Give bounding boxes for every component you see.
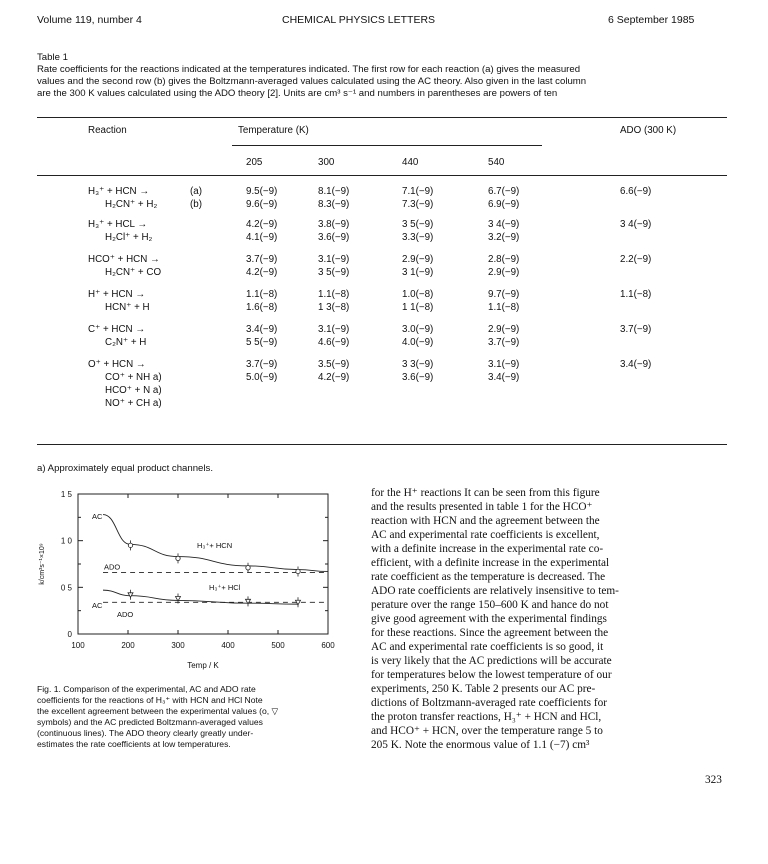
body-text-line: perature over the range 150–600 K and hance do not	[371, 599, 609, 611]
x-tick-label: 400	[221, 641, 235, 650]
ac-value: 1.6(−8)	[246, 302, 278, 313]
measured-value: 2.8(−9)	[488, 254, 520, 265]
body-text-line: with a definite increase in the experimental rate co-	[371, 543, 604, 555]
measured-value: 1.1(−8)	[246, 289, 278, 300]
ac-value: 3 1(−9)	[402, 267, 434, 278]
reaction-reactants: H⁺ + HCN →	[88, 289, 146, 300]
measured-value: 7.1(−9)	[402, 186, 434, 197]
ac-value: 3.6(−9)	[318, 232, 350, 243]
chart-annotation: AC	[92, 600, 103, 610]
chart-annotation: H₃⁺+ HCN	[197, 541, 233, 551]
header-ado: ADO (300 K)	[620, 125, 677, 136]
x-tick-label: 100	[71, 641, 85, 650]
body-text-column	[371, 486, 731, 752]
chart-annotation: ADO	[104, 562, 121, 572]
reaction-reactants: H₃⁺ + HCL →	[88, 219, 148, 230]
journal-name: CHEMICAL PHYSICS LETTERS	[282, 14, 436, 26]
ado-value: 2.2(−9)	[620, 254, 652, 265]
ac-value: 9.6(−9)	[246, 199, 278, 210]
ado-value: 3.4(−9)	[620, 359, 652, 370]
page-number: 323	[705, 774, 722, 786]
figure-caption-line: the excellent agreement between the experimental values (o, ▽	[37, 706, 279, 716]
body-text-line: for these reactions. Since the agreement between the	[371, 627, 609, 639]
figure-caption-line: symbols) and the AC predicted Boltzmann-averaged values	[37, 717, 263, 727]
figure-caption	[37, 684, 349, 750]
header-temp-440: 440	[402, 157, 419, 168]
measured-value: 3.1(−9)	[318, 254, 350, 265]
reaction-products: H₂Cl⁺ + H₂	[105, 232, 153, 243]
body-text-line: and HCO⁺ + HCN, over the temperature range 5 to	[371, 725, 603, 737]
measured-value: 3.0(−9)	[402, 324, 434, 335]
x-tick-label: 300	[171, 641, 185, 650]
reaction-products: CO⁺ + NH a)	[105, 372, 162, 383]
measured-value: 2.9(−9)	[402, 254, 434, 265]
figure-caption-line: (continuous lines). The ADO theory clearly greatly under-	[37, 728, 254, 738]
ac-value: 3 5(−9)	[318, 267, 350, 278]
temperature-subrule	[232, 145, 542, 146]
table-caption-line: values and the second row (b) gives the Boltzmann-averaged values calculated using the AC theory. Also given in the last column	[37, 76, 587, 87]
body-text-line: for temperatures below the lowest temperature of our	[371, 669, 612, 681]
ac-value: 2.9(−9)	[488, 267, 520, 278]
body-text-line: AC and experimental rate coefficients is excellent,	[371, 529, 600, 541]
ac-value: 4.2(−9)	[318, 372, 350, 383]
body-text-line: is very likely that the AC predictions will be accurate	[371, 655, 612, 667]
body-text-line: 205 K. Note the enormous value of 1.1 (−7) cm³	[371, 739, 590, 751]
measured-value: 3.8(−9)	[318, 219, 350, 230]
figure-caption-line: estimates the rate coefficients at low temperatures.	[37, 739, 231, 749]
body-text-line: for the H⁺ reactions It can be seen from this figure	[371, 487, 600, 499]
x-tick-label: 200	[121, 641, 135, 650]
ac-value: 3.4(−9)	[488, 372, 520, 383]
ac-value: 3.7(−9)	[488, 337, 520, 348]
ac-value: 7.3(−9)	[402, 199, 434, 210]
ac-value: 1 3(−8)	[318, 302, 350, 313]
body-text-line: reaction with HCN and the agreement between the	[371, 515, 600, 527]
ac-value: 4.1(−9)	[246, 232, 278, 243]
measured-value: 3.7(−9)	[246, 359, 278, 370]
reaction-reactants: O⁺ + HCN →	[88, 359, 146, 370]
data-point	[296, 569, 300, 573]
ac-value: 3.2(−9)	[488, 232, 520, 243]
ac-value: 4.0(−9)	[402, 337, 434, 348]
measured-value: 9.5(−9)	[246, 186, 278, 197]
measured-value: 3 4(−9)	[488, 219, 520, 230]
table-bottom-rule	[37, 444, 727, 445]
reaction-products: HCO⁺ + N a)	[105, 385, 162, 396]
body-text-line: AC and experimental rate coefficients is so good, it	[371, 641, 604, 653]
ado-value: 3.7(−9)	[620, 324, 652, 335]
table-caption-line: are the 300 K values calculated using the ADO theory [2]. Units are cm³ s⁻¹ and numbers in parentheses are powers of ten	[37, 88, 558, 99]
reaction-reactants: H₃⁺ + HCN →	[88, 186, 150, 197]
measured-value: 3.4(−9)	[246, 324, 278, 335]
ac-value: 1 1(−8)	[402, 302, 434, 313]
row-label-b: (b)	[190, 199, 202, 210]
reaction-products: HCN⁺ + H	[105, 302, 150, 313]
y-tick-label: 1 5	[60, 490, 72, 499]
body-text-line: the proton transfer reactions, H₃⁺ + HCN and HCl,	[371, 711, 602, 723]
reaction-reactants: C⁺ + HCN →	[88, 324, 146, 335]
table-header-rule	[37, 175, 727, 176]
figure-1-chart	[30, 482, 350, 678]
table-top-rule	[37, 117, 727, 118]
reaction-products: NO⁺ + CH a)	[105, 398, 162, 409]
ac-value: 4.2(−9)	[246, 267, 278, 278]
volume-number: Volume 119, number 4	[37, 14, 142, 26]
ac-value: 8.3(−9)	[318, 199, 350, 210]
figure-caption-line: Fig. 1. Comparison of the experimental, AC and ADO rate	[37, 684, 256, 694]
ac-value: 6.9(−9)	[488, 199, 520, 210]
measured-value: 6.7(−9)	[488, 186, 520, 197]
body-text-line: experiments, 250 K. Table 2 presents our AC pre-	[371, 683, 596, 695]
row-label-a: (a)	[190, 186, 202, 197]
figure-caption-line: coefficients for the reactions of H₃⁺ with HCN and HCl Note	[37, 695, 263, 705]
chart-annotation: H₃⁺+ HCl	[209, 583, 241, 593]
x-tick-label: 500	[271, 641, 285, 650]
reaction-products: H₂CN⁺ + CO	[105, 267, 162, 278]
x-tick-label: 600	[321, 641, 335, 650]
ac-value: 5 5(−9)	[246, 337, 278, 348]
ado-value: 3 4(−9)	[620, 219, 652, 230]
header-temp-300: 300	[318, 157, 335, 168]
issue-date: 6 September 1985	[608, 14, 695, 26]
y-tick-label: 0 5	[60, 583, 72, 593]
measured-value: 3.7(−9)	[246, 254, 278, 265]
table-caption-line: Rate coefficients for the reactions indicated at the temperatures indicated. The first row for each reaction (a) gives the measured	[37, 64, 581, 75]
body-text-line: ADO rate coefficients are relatively insensitive to tem-	[371, 585, 619, 597]
chart-annotation: AC	[92, 512, 103, 522]
y-tick-label: 1 0	[60, 536, 72, 546]
data-point	[128, 593, 133, 598]
header-reaction: Reaction	[88, 125, 127, 136]
measured-value: 3.1(−9)	[488, 359, 520, 370]
ac-value: 5.0(−9)	[246, 372, 278, 383]
ado-value: 6.6(−9)	[620, 186, 652, 197]
reaction-products: C₂N⁺ + H	[105, 337, 147, 348]
body-text-line: dictions of Boltzmann-averaged rate coefficients for	[371, 697, 607, 709]
measured-value: 4.2(−9)	[246, 219, 278, 230]
measured-value: 3.5(−9)	[318, 359, 350, 370]
header-temp-205: 205	[246, 157, 263, 168]
body-text-line: efficient, with a definite increase in the experimental	[371, 557, 610, 569]
table-label: Table 1	[37, 52, 68, 63]
ac-value: 1.1(−8)	[488, 302, 520, 313]
y-tick-label: 0	[67, 630, 72, 639]
ac-value: 3.3(−9)	[402, 232, 434, 243]
data-point	[246, 566, 250, 570]
measured-value: 1.0(−8)	[402, 289, 434, 300]
measured-value: 3 3(−9)	[402, 359, 434, 370]
measured-value: 1.1(−8)	[318, 289, 350, 300]
header-temperature: Temperature (K)	[238, 125, 309, 136]
body-text-line: and the results presented in table 1 for the HCO⁺	[371, 501, 593, 513]
measured-value: 8.1(−9)	[318, 186, 350, 197]
measured-value: 2.9(−9)	[488, 324, 520, 335]
ac-value: 4.6(−9)	[318, 337, 350, 348]
chart-annotation: ADO	[117, 610, 134, 620]
reaction-reactants: HCO⁺ + HCN →	[88, 254, 160, 265]
x-axis-label: Temp / K	[187, 661, 219, 670]
measured-value: 3.1(−9)	[318, 324, 350, 335]
ado-value: 1.1(−8)	[620, 289, 652, 300]
header-temp-540: 540	[488, 157, 505, 168]
measured-value: 9.7(−9)	[488, 289, 520, 300]
body-text-line: rate coefficient as the temperature is decreased. The	[371, 571, 606, 583]
table-caption	[37, 64, 737, 100]
y-axis-label: k/cm³s⁻¹×10⁹	[39, 543, 46, 585]
data-point	[176, 556, 180, 560]
ac-value: 3.6(−9)	[402, 372, 434, 383]
table-footnote: a) Approximately equal product channels.	[37, 463, 213, 474]
body-text-line: give good agreement with the experimental findings	[371, 613, 607, 625]
measured-value: 3 5(−9)	[402, 219, 434, 230]
reaction-products: H₂CN⁺ + H₂	[105, 199, 158, 210]
data-point	[128, 543, 132, 547]
